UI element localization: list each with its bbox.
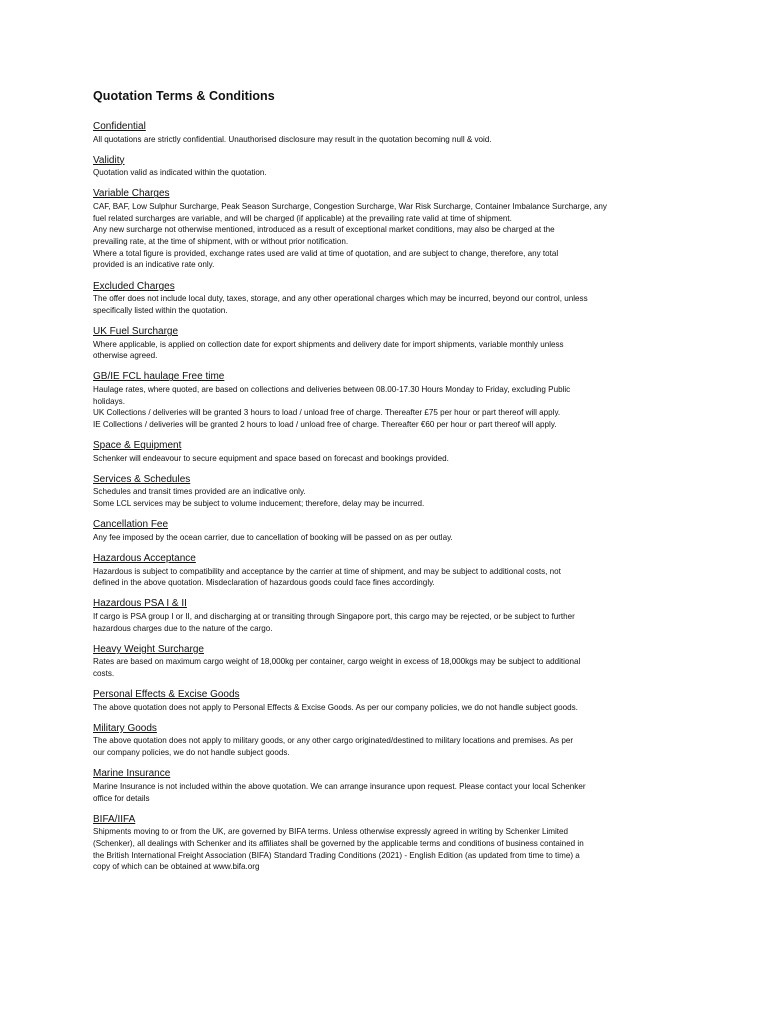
terms-section [93, 598, 680, 634]
section-heading: Confidential [93, 121, 146, 132]
section-text-line: Marine Insurance is not included within the above quotation. We can arrange insurance upon request. Please contact your local Schenker [93, 781, 586, 791]
section-text-line: specifically listed within the quotation. [93, 305, 228, 315]
section-text-line: holidays. [93, 396, 125, 406]
terms-section [93, 723, 680, 759]
section-heading: Hazardous PSA I & II [93, 598, 187, 610]
terms-section [93, 281, 680, 317]
section-text-line: CAF, BAF, Low Sulphur Surcharge, Peak Season Surcharge, Congestion Surcharge, War Risk Surcharge, Container Imbalance Surcharge, any [93, 201, 607, 211]
section-text-line: our company policies, we do not handle subject goods. [93, 748, 290, 758]
document-title: Quotation Terms & Conditions [93, 89, 275, 103]
section-text-line: IE Collections / deliveries will be granted 2 hours to load / unload free of charge. Thereafter €60 per hour or part thereof will apply. [93, 420, 557, 430]
section-heading: Hazardous Acceptance [93, 553, 196, 565]
terms-section [93, 814, 680, 873]
section-text-line: Hazardous is subject to compatibility and acceptance by the carrier at time of shipment, and may be subject to additional costs, not [93, 566, 561, 576]
terms-section [93, 121, 680, 145]
section-text-line: the British International Freight Association (BIFA) Standard Trading Conditions (2021) - English Edition (as updated from time to time) a [93, 850, 580, 860]
section-text-line: Quotation valid as indicated within the quotation. [93, 168, 267, 178]
section-text-line: UK Collections / deliveries will be granted 3 hours to load / unload free of charge. Thereafter £75 per hour or part thereof will apply. [93, 408, 561, 418]
terms-section [93, 474, 680, 510]
terms-section [93, 519, 680, 543]
section-text-line: Schedules and transit times provided are an indicative only. [93, 487, 306, 497]
section-text-line: If cargo is PSA group I or II, and discharging at or transiting through Singapore port, this cargo may be rejected, or be subject to further [93, 611, 575, 621]
terms-section [93, 553, 680, 589]
section-text-line: Any fee imposed by the ocean carrier, due to cancellation of booking will be passed on as per outlay. [93, 532, 453, 542]
section-heading: Validity [93, 154, 125, 166]
section-heading: Space & Equipment [93, 440, 182, 452]
section-text-line: fuel related surcharges are variable, and will be charged (if applicable) at the prevailing rate valid at time of shipment. [93, 213, 512, 223]
section-text-line: The above quotation does not apply to military goods, or any other cargo originated/destined to military locations and premises. As per [93, 736, 574, 746]
terms-section [93, 371, 680, 430]
section-text-line: Rates are based on maximum cargo weight of 18,000kg per container, cargo weight in excess of 18,000kgs may be subject to additional [93, 657, 581, 667]
section-heading: Military Goods [93, 722, 157, 734]
section-text-line: Shipments moving to or from the UK, are governed by BIFA terms. Unless otherwise expressly agreed in writing by Schenker Limited [93, 827, 569, 837]
section-heading: Heavy Weight Surcharge [93, 643, 204, 655]
section-text-line: Schenker will endeavour to secure equipment and space based on forecast and bookings provided. [93, 453, 449, 463]
section-text-line: office for details [93, 793, 150, 803]
terms-section [93, 188, 680, 271]
section-text-line: Where applicable, is applied on collection date for export shipments and delivery date for import shipments, variable monthly unless [93, 339, 564, 349]
section-text-line: defined in the above quotation. Misdeclaration of hazardous goods could face fines accordingly. [93, 578, 435, 588]
section-heading: GB/IE FCL haulage Free time [93, 371, 225, 383]
terms-section [93, 326, 680, 362]
section-text-line: hazardous charges due to the nature of the cargo. [93, 623, 273, 633]
section-text-line: All quotations are strictly confidential. Unauthorised disclosure may result in the quotation becoming null & void. [93, 134, 492, 144]
section-heading: Personal Effects & Excise Goods [93, 689, 240, 701]
section-heading: Excluded Charges [93, 280, 175, 292]
section-heading: Services & Schedules [93, 473, 191, 485]
section-heading: Variable Charges [93, 188, 170, 200]
section-text-line: Any new surcharge not otherwise mentioned, introduced as a result of exceptional market conditions, may also be charged at the [93, 225, 555, 235]
section-text-line: Haulage rates, where quoted, are based on collections and deliveries between 08.00-17.30 Hours Monday to Friday, excluding Public [93, 384, 571, 394]
section-text-line: Some LCL services may be subject to volume inducement; therefore, delay may be incurred. [93, 499, 425, 509]
section-text-line: provided is an indicative rate only. [93, 260, 215, 270]
terms-section [93, 155, 680, 179]
terms-section [93, 644, 680, 680]
terms-section [93, 689, 680, 713]
section-heading: Marine Insurance [93, 768, 171, 780]
section-text-line: prevailing rate, at the time of shipment, with or without prior notification. [93, 237, 349, 247]
terms-sections [93, 121, 680, 873]
terms-section [93, 768, 680, 804]
section-text-line: Where a total figure is provided, exchange rates used are valid at time of quotation, and are subject to change, therefore, any total [93, 248, 559, 258]
section-heading: BIFA/IIFA [93, 813, 136, 825]
section-text-line: costs. [93, 669, 115, 679]
section-text-line: otherwise agreed. [93, 351, 158, 361]
section-heading: UK Fuel Surcharge [93, 326, 179, 338]
section-heading: Cancellation Fee [93, 519, 169, 531]
section-text-line: copy of which can be obtained at www.bifa.org [93, 862, 260, 872]
terms-section [93, 440, 680, 464]
section-text-line: The offer does not include local duty, taxes, storage, and any other operational charges which may be incurred, beyond our control, unless [93, 294, 588, 304]
section-text-line: The above quotation does not apply to Personal Effects & Excise Goods. As per our company policies, we do not handle subject goods. [93, 702, 578, 712]
section-text-line: (Schenker), all dealings with Schenker and its affiliates shall be governed by the applicable terms and conditions of business contained in [93, 839, 584, 848]
